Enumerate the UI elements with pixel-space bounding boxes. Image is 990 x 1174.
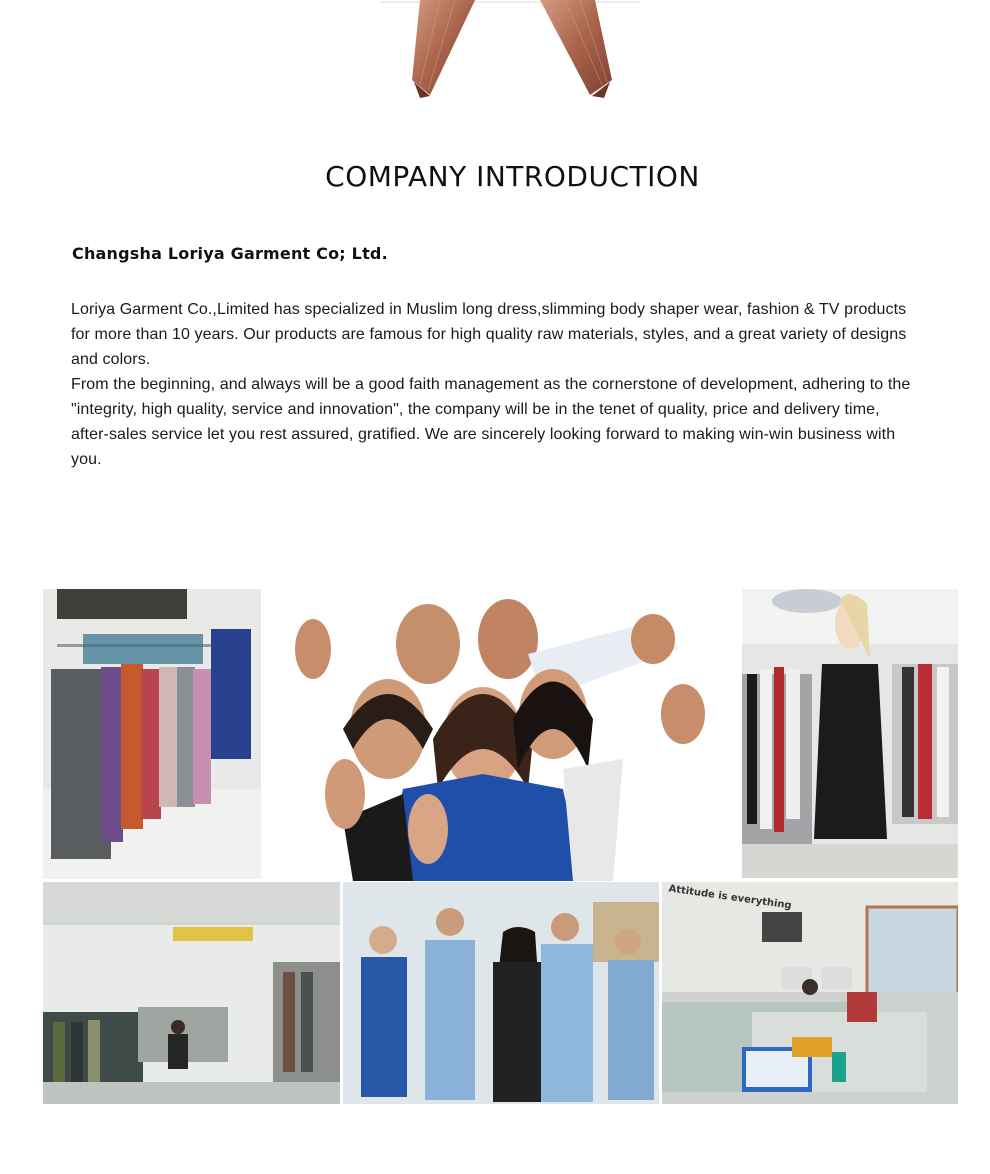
ribbon-bow-decoration [380, 0, 640, 105]
intro-paragraph-2: From the beginning, and always will be a good faith management as the cornerstone of development, adhering to the "integrity, high quality, service and innovation", the company will be in the tenet of quality, price and delivery time, after-sales service let you rest assured, gratified. We are sincerely looking forward to making win-win business with you. [71, 376, 911, 468]
page-title: COMPANY INTRODUCTION [325, 160, 700, 193]
photo-exhibition-booth [43, 882, 340, 1104]
intro-paragraph-1: Loriya Garment Co.,Limited has specialized in Muslim long dress,slimming body shaper wear, fashion & TV products for more than 10 years. Our products are famous for high quality raw materials, styles, and a great variety of designs and colors. [71, 301, 907, 368]
photo-team-at-expo [343, 882, 659, 1104]
photo-dress-rack [43, 589, 261, 879]
company-description [71, 297, 911, 472]
office-wall-text: Attitude is everything [667, 883, 793, 912]
company-name: Changsha Loriya Garment Co; Ltd. [72, 244, 388, 263]
photo-office [662, 882, 958, 1104]
photo-team-thumbs-up [283, 589, 720, 881]
photo-mannequin-store [742, 589, 958, 878]
